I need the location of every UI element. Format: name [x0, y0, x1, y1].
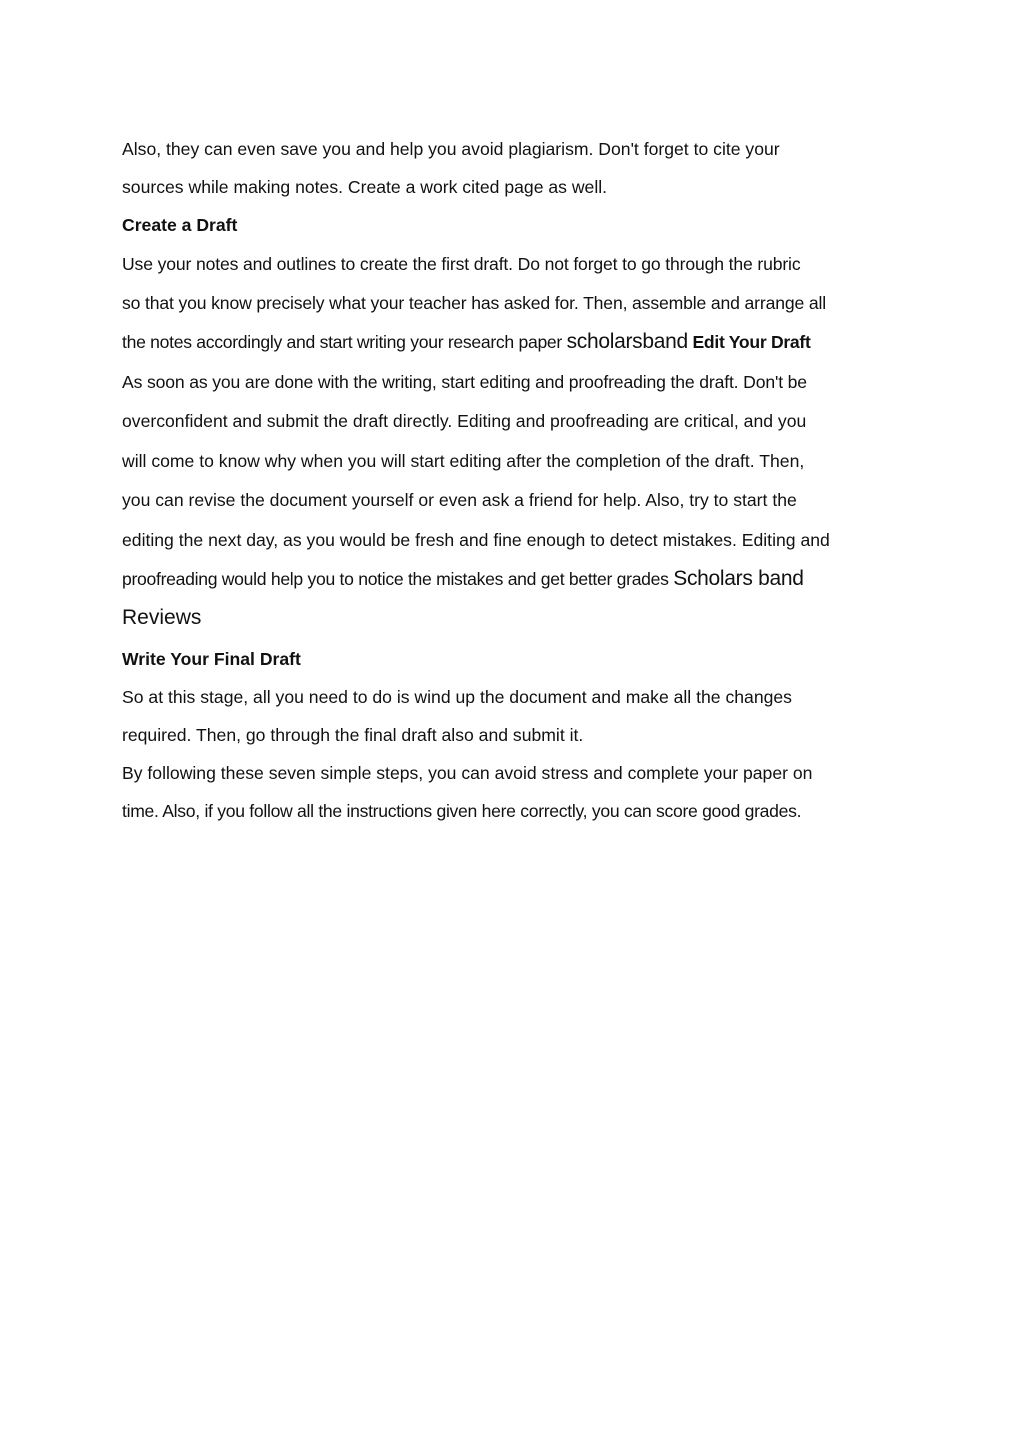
paragraph-line-mixed — [122, 331, 811, 353]
paragraph-line-mixed — [122, 568, 804, 590]
paragraph-line: Use your notes and outlines to create the first draft. Do not forget to go through the rubric — [122, 254, 801, 274]
scholars-band-reviews-link[interactable]: Reviews — [122, 606, 202, 629]
paragraph-text: proofreading would help you to notice the mistakes and get better grades — [122, 569, 674, 589]
paragraph-line: As soon as you are done with the writing, start editing and proofreading the draft. Don't be — [122, 372, 807, 392]
paragraph-line: overconfident and submit the draft directly. Editing and proofreading are critical, and you — [122, 411, 807, 431]
paragraph-line: will come to know why when you will start editing after the completion of the draft. Then, — [122, 451, 805, 471]
scholarsband-link[interactable]: scholarsband — [566, 330, 688, 353]
paragraph-line: time. Also, if you follow all the instructions given here correctly, you can score good grades. — [122, 801, 802, 821]
paragraph-line: editing the next day, as you would be fresh and fine enough to detect mistakes. Editing and — [122, 530, 830, 550]
paragraph-line: sources while making notes. Create a work cited page as well. — [122, 177, 608, 197]
heading-edit-draft: Edit Your Draft — [692, 332, 811, 352]
scholars-band-link[interactable]: Scholars band — [673, 567, 804, 590]
heading-create-draft: Create a Draft — [122, 215, 238, 235]
paragraph-line: By following these seven simple steps, you can avoid stress and complete your paper on — [122, 763, 813, 783]
paragraph-line: so that you know precisely what your teacher has asked for. Then, assemble and arrange all — [122, 293, 827, 313]
paragraph-line: So at this stage, all you need to do is wind up the document and make all the changes — [122, 687, 792, 707]
heading-final-draft: Write Your Final Draft — [122, 649, 301, 669]
paragraph-line: required. Then, go through the final draft also and submit it. — [122, 725, 584, 745]
paragraph-line: Also, they can even save you and help you avoid plagiarism. Don't forget to cite your — [122, 139, 780, 159]
paragraph-text: the notes accordingly and start writing your research paper — [122, 332, 567, 352]
paragraph-line: you can revise the document yourself or even ask a friend for help. Also, try to start the — [122, 490, 797, 510]
